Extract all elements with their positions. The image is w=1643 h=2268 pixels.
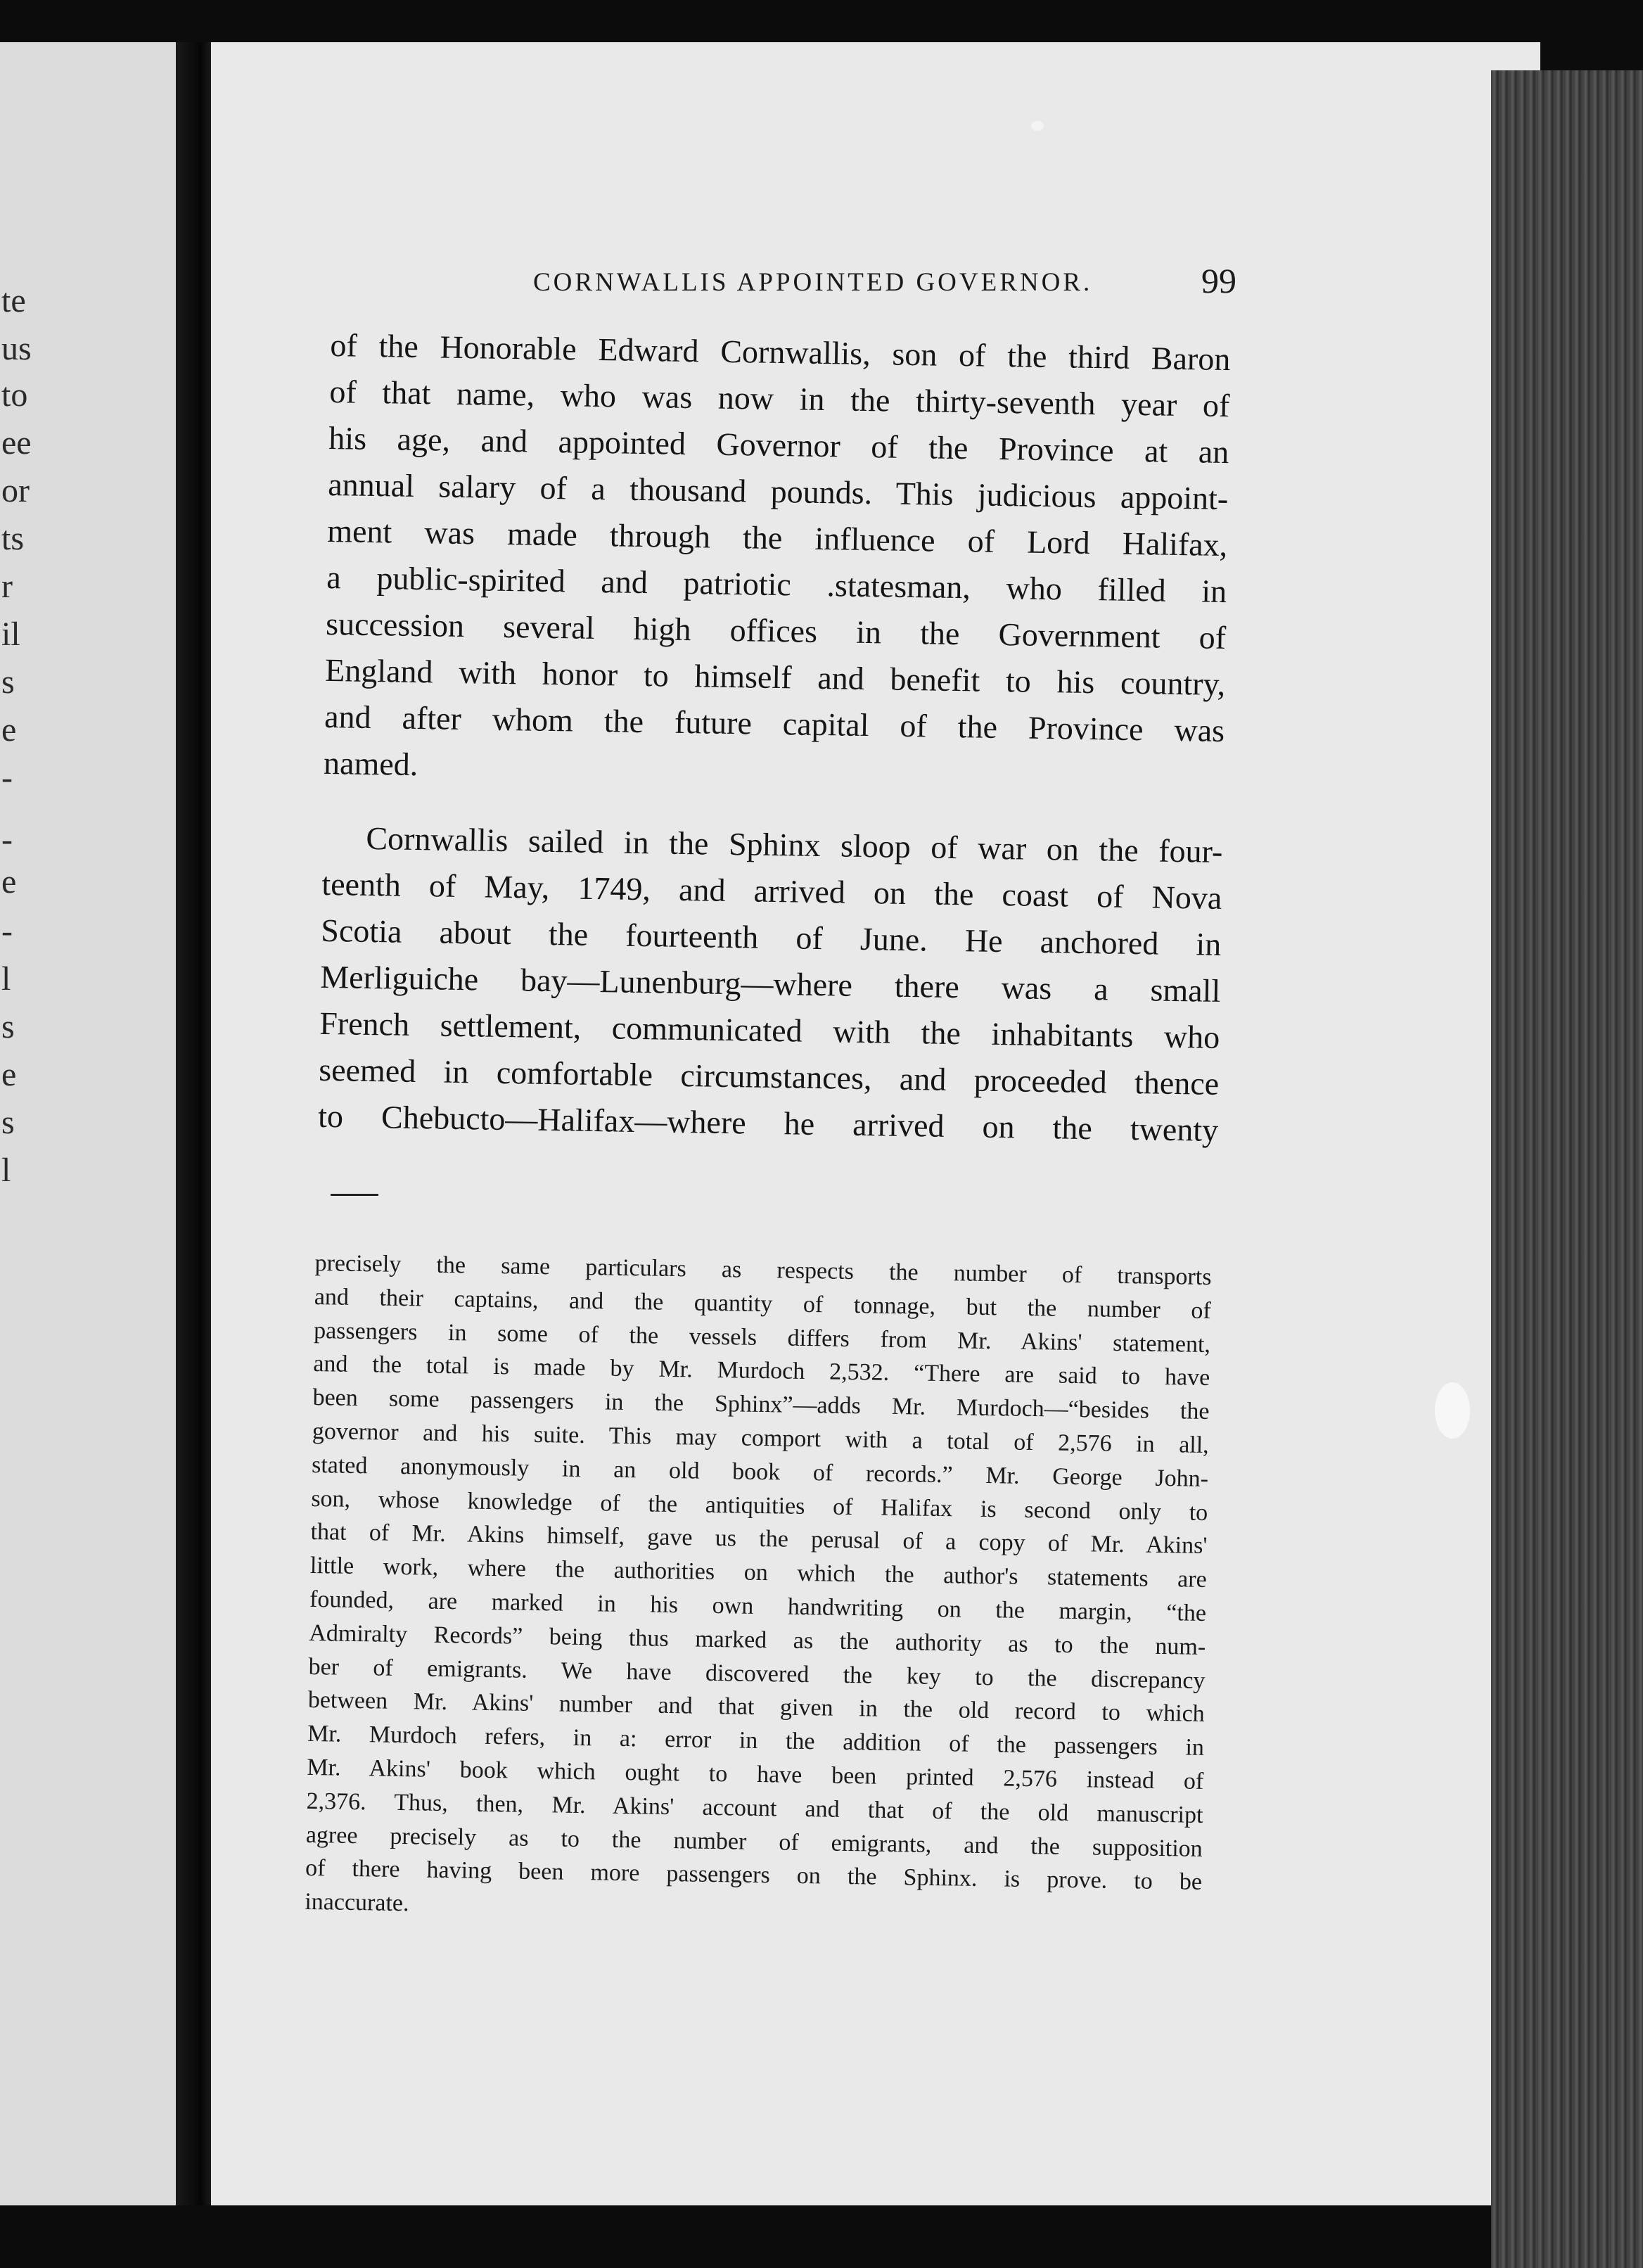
text-line: seemed in comfortable circumstances, and proceeded thence xyxy=(318,1051,1220,1102)
text-line: Cornwallis sailed in the Sphinx sloop of war on the four- xyxy=(366,820,1223,870)
text-line: Scotia about the fourteenth of June. He anchored in xyxy=(321,912,1222,962)
footnote-line: been some passengers in the Sphinx”—adds Mr. Murdoch—“besides the xyxy=(312,1384,1210,1425)
footnote-line: of there having been more passengers on the Sphinx. is prove. to be xyxy=(305,1855,1203,1896)
footnote-line: stated anonymously in an old book of records.” Mr. George John- xyxy=(311,1451,1209,1492)
footnote xyxy=(305,1247,1212,1933)
text-line: teenth of May, 1749, and arrived on the coast of Nova xyxy=(321,865,1222,917)
footnote-line: Admiralty Records” being thus marked as the authority as to the num- xyxy=(309,1619,1206,1660)
footnote-line: 2,376. Thus, then, Mr. Akins' account and that of the old manuscript xyxy=(306,1788,1203,1828)
footnote-line: between Mr. Akins' number and that given in the old record to which xyxy=(307,1687,1206,1728)
footnote-line: governor and his suite. This may comport with a total of 2,576 in all, xyxy=(312,1418,1210,1458)
text-line: ment was made through the influence of Lord Halifax, xyxy=(326,512,1228,563)
footnote-line: Mr. Akins' book which ought to have been printed 2,576 instead of xyxy=(307,1754,1204,1795)
text-line: England with honor to himself and benefit to his country, xyxy=(324,651,1226,703)
footnote-line: little work, where the authorities on which the author's statements are xyxy=(309,1553,1208,1593)
page-header xyxy=(322,259,1236,308)
page-stack-edge xyxy=(1491,70,1643,2268)
left-margin-text: il xyxy=(1,616,20,653)
footnote-line: Mr. Murdoch refers, in a: error in the addition of the passengers in xyxy=(307,1721,1205,1761)
paragraph xyxy=(318,815,1223,1154)
text-line: named. xyxy=(323,744,418,783)
running-head: CORNWALLIS APPOINTED GOVERNOR. xyxy=(533,268,1093,297)
text-line: and after whom the future capital of the Province was xyxy=(324,698,1225,749)
left-margin-text: - xyxy=(1,821,13,858)
left-margin-text: s xyxy=(1,663,15,701)
footnote-line: founded, are marked in his own handwriting on the margin, “the xyxy=(309,1586,1207,1626)
left-margin-text: s xyxy=(1,1104,15,1141)
left-margin-text: us xyxy=(1,330,32,367)
left-margin-text: te xyxy=(1,282,26,319)
text-line: annual salary of a thousand pounds. This judicious appoint- xyxy=(327,466,1229,517)
footnote-line: that of Mr. Akins himself, gave us the perusal of a copy of Mr. Akins' xyxy=(310,1519,1208,1560)
left-margin-text: e xyxy=(1,711,17,748)
footnote-rule xyxy=(331,1194,378,1196)
page-number: 99 xyxy=(1201,261,1236,300)
scan-speck xyxy=(1031,121,1044,131)
footnote-line: precisely the same particulars as respects the number of transports xyxy=(314,1249,1212,1291)
left-margin-text: r xyxy=(1,568,13,605)
left-margin-text: ee xyxy=(1,424,32,461)
left-margin-text: to xyxy=(1,376,28,414)
left-margin-text: l xyxy=(1,960,11,998)
text-line: his age, and appointed Governor of the Province at an xyxy=(328,419,1229,471)
main-text xyxy=(318,322,1231,1154)
footnote-line: passengers in some of the vessels differs from Mr. Akins' statement, xyxy=(313,1317,1211,1358)
facing-page-fragment xyxy=(0,42,176,2205)
scan-speck xyxy=(1435,1382,1470,1439)
left-margin-text: e xyxy=(1,1056,17,1093)
text-line: of that name, who was now in the thirty-seventh year of xyxy=(329,373,1230,424)
text-line: of the Honorable Edward Cornwallis, son of the third Baron xyxy=(330,326,1231,378)
footnote-line: inaccurate. xyxy=(305,1889,409,1917)
text-line: to Chebucto—Halifax—where he arrived on the twenty xyxy=(317,1097,1219,1148)
footnote-line: son, whose knowledge of the antiquities of Halifax is second only to xyxy=(311,1485,1208,1526)
left-margin-text: s xyxy=(1,1008,15,1045)
text-line: a public-spirited and patriotic .statesman, who filled in xyxy=(326,559,1227,610)
footnote-line: and their captains, and the quantity of tonnage, but the number of xyxy=(314,1283,1212,1324)
left-margin-text: - xyxy=(1,759,13,796)
paragraph xyxy=(324,322,1231,801)
footnote-line: agree precisely as to the number of emigrants, and the supposition xyxy=(305,1821,1203,1862)
footnote-line: and the total is made by Mr. Murdoch 2,532. “There are said to have xyxy=(313,1351,1210,1391)
left-margin-text: or xyxy=(1,472,30,509)
text-line: Merliguiche bay—Lunenburg—where there was a small xyxy=(319,958,1221,1009)
text-line: succession several high offices in the Government of xyxy=(325,605,1227,656)
left-margin-text: ts xyxy=(1,520,25,557)
left-margin-text: l xyxy=(1,1152,11,1189)
text-line: French settlement, communicated with the inhabitants who xyxy=(319,1005,1220,1055)
left-margin-text: e xyxy=(1,863,17,900)
left-margin-text: - xyxy=(1,912,13,950)
footnote-line: ber of emigrants. We have discovered the key to the discrepancy xyxy=(308,1653,1206,1694)
